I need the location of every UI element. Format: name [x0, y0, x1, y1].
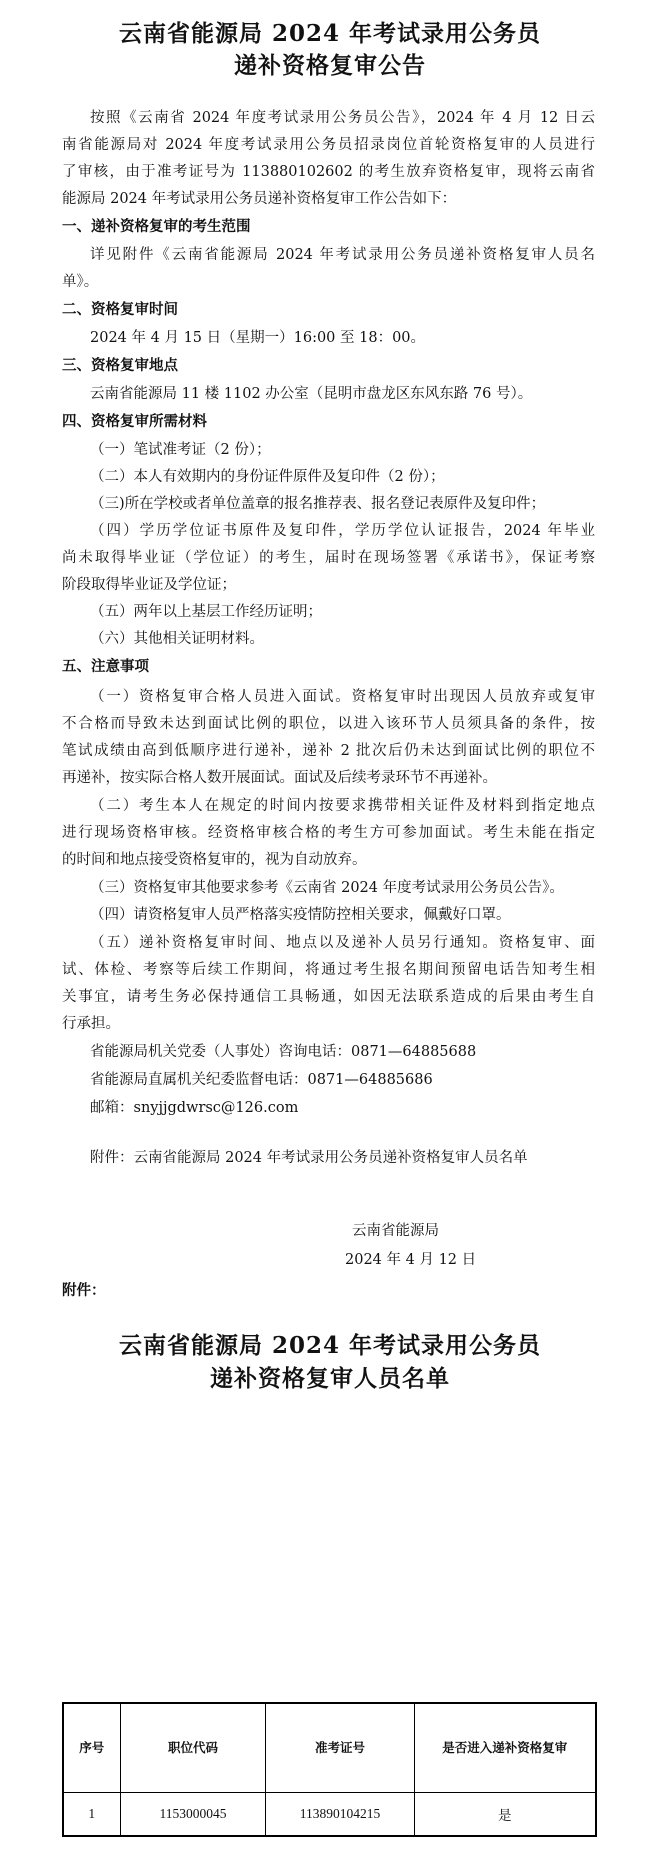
notice-paragraph: （三）资格复审其他要求参考《云南省 2024 年度考试录用公务员公告》。 [90, 880, 564, 896]
col-header-position-code: 职位代码 [120, 1703, 266, 1793]
col-header-exam-id: 准考证号 [266, 1703, 414, 1793]
cell-qualified: 是 [414, 1793, 596, 1837]
table-header-row [63, 1703, 596, 1793]
notice-paragraph: 不合格而导致未达到面试比例的职位，以进入该环节人员须具备的条件，按 [62, 716, 595, 732]
notice-paragraph: 进行现场资格审核。经资格审核合格的考生方可参加面试。考生未能在指定 [62, 825, 595, 841]
contact-phone: 省能源局直属机关纪委监督电话：0871—64885686 [90, 1072, 433, 1088]
material-item-cont: 阶段取得毕业证及学位证； [62, 577, 236, 593]
cell-position-code: 1153000045 [120, 1793, 266, 1837]
section-text: 2024 年 4 月 15 日（星期一）16:00 至 18：00。 [90, 330, 426, 346]
notice-paragraph: （一）资格复审合格人员进入面试。资格复审时出现因人员放弃或复审 [90, 689, 595, 705]
notice-paragraph: 再递补，按实际合格人数开展面试。面试及后续考录环节不再递补。 [62, 770, 497, 786]
material-item: （五）两年以上基层工作经历证明； [90, 604, 322, 620]
section-heading: 一、递补资格复审的考生范围 [62, 219, 251, 235]
notice-paragraph: 笔试成绩由高到低顺序进行递补，递补 2 批次后仍未达到面试比例的职位不 [62, 743, 595, 759]
section-heading: 二、资格复审时间 [62, 302, 178, 318]
section-heading: 五、注意事项 [62, 659, 149, 675]
intro-line: 按照《云南省 2024 年度考试录用公务员公告》，2024 年 4 月 12 日云 [90, 110, 595, 126]
contact-email[interactable]: 邮箱：snyjjgdwrsc@126.com [90, 1100, 299, 1116]
section-heading: 四、资格复审所需材料 [62, 414, 207, 430]
cell-index: 1 [63, 1793, 120, 1837]
section-text: 单》。 [62, 274, 99, 290]
intro-line: 能源局 2024 年考试录用公务员递补资格复审工作公告如下： [62, 191, 457, 207]
notice-paragraph: （四）请资格复审人员严格落实疫情防控相关要求，佩戴好口罩。 [90, 907, 511, 923]
col-header-index: 序号 [63, 1703, 120, 1793]
cell-exam-id: 113890104215 [266, 1793, 414, 1837]
signature-date: 2024 年 4 月 12 日 [345, 1252, 477, 1268]
notice-paragraph: 的时间和地点接受资格复审的，视为自动放弃。 [62, 852, 367, 868]
material-item: （六）其他相关证明材料。 [90, 631, 264, 647]
intro-line: 南省能源局对 2024 年度考试录用公务员招录岗位首轮资格复审的人员进行 [62, 137, 595, 153]
material-item: （三)所在学校或者单位盖章的报名推荐表、报名登记表原件及复印件； [90, 496, 546, 512]
notice-paragraph: 关事宜，请考生务必保持通信工具畅通，如因无法联系造成的后果由考生自 [62, 989, 595, 1005]
table-row [63, 1793, 596, 1837]
section-text: 详见附件《云南省能源局 2024 年考试录用公务员递补资格复审人员名 [90, 247, 595, 263]
annex-label: 附件： [62, 1283, 106, 1299]
notice-title-line1: 云南省能源局 2024 年考试录用公务员 [118, 20, 542, 47]
contact-phone: 省能源局机关党委（人事处）咨询电话：0871—64885688 [90, 1044, 477, 1060]
intro-line: 了审核，由于准考证号为 113880102602 的考生放弃资格复审，现将云南省 [62, 164, 595, 180]
section-text: 云南省能源局 11 楼 1102 办公室（昆明市盘龙区东风东路 76 号）。 [90, 386, 533, 402]
notice-paragraph: （五）递补资格复审时间、地点以及递补人员另行通知。资格复审、面 [90, 935, 595, 951]
notice-title-line2: 递补资格复审公告 [234, 52, 426, 79]
notice-paragraph: 行承担。 [62, 1016, 120, 1032]
material-item: （二）本人有效期内的身份证件原件及复印件（2 份）； [90, 469, 445, 485]
annex-table [62, 1702, 597, 1837]
annex-title-line1: 云南省能源局 2024 年考试录用公务员 [118, 1332, 542, 1359]
material-item-cont: 尚未取得毕业证（学位证）的考生，届时在现场签署《承诺书》，保证考察 [62, 550, 595, 566]
notice-paragraph: （二）考生本人在规定的时间内按要求携带相关证件及材料到指定地点 [90, 798, 595, 814]
col-header-qualified: 是否进入递补资格复审 [414, 1703, 596, 1793]
notice-paragraph: 试、体检、考察等后续工作期间，将通过考生报名期间预留电话告知考生相 [62, 962, 595, 978]
material-item: （四）学历学位证书原件及复印件，学历学位认证报告，2024 年毕业 [90, 523, 595, 539]
section-heading: 三、资格复审地点 [62, 358, 178, 374]
material-item: （一）笔试准考证（2 份）； [90, 442, 271, 458]
annex-title-line2: 递补资格复审人员名单 [210, 1365, 450, 1392]
signature-org: 云南省能源局 [352, 1223, 439, 1239]
attachment-note: 附件：云南省能源局 2024 年考试录用公务员递补资格复审人员名单 [90, 1150, 528, 1166]
